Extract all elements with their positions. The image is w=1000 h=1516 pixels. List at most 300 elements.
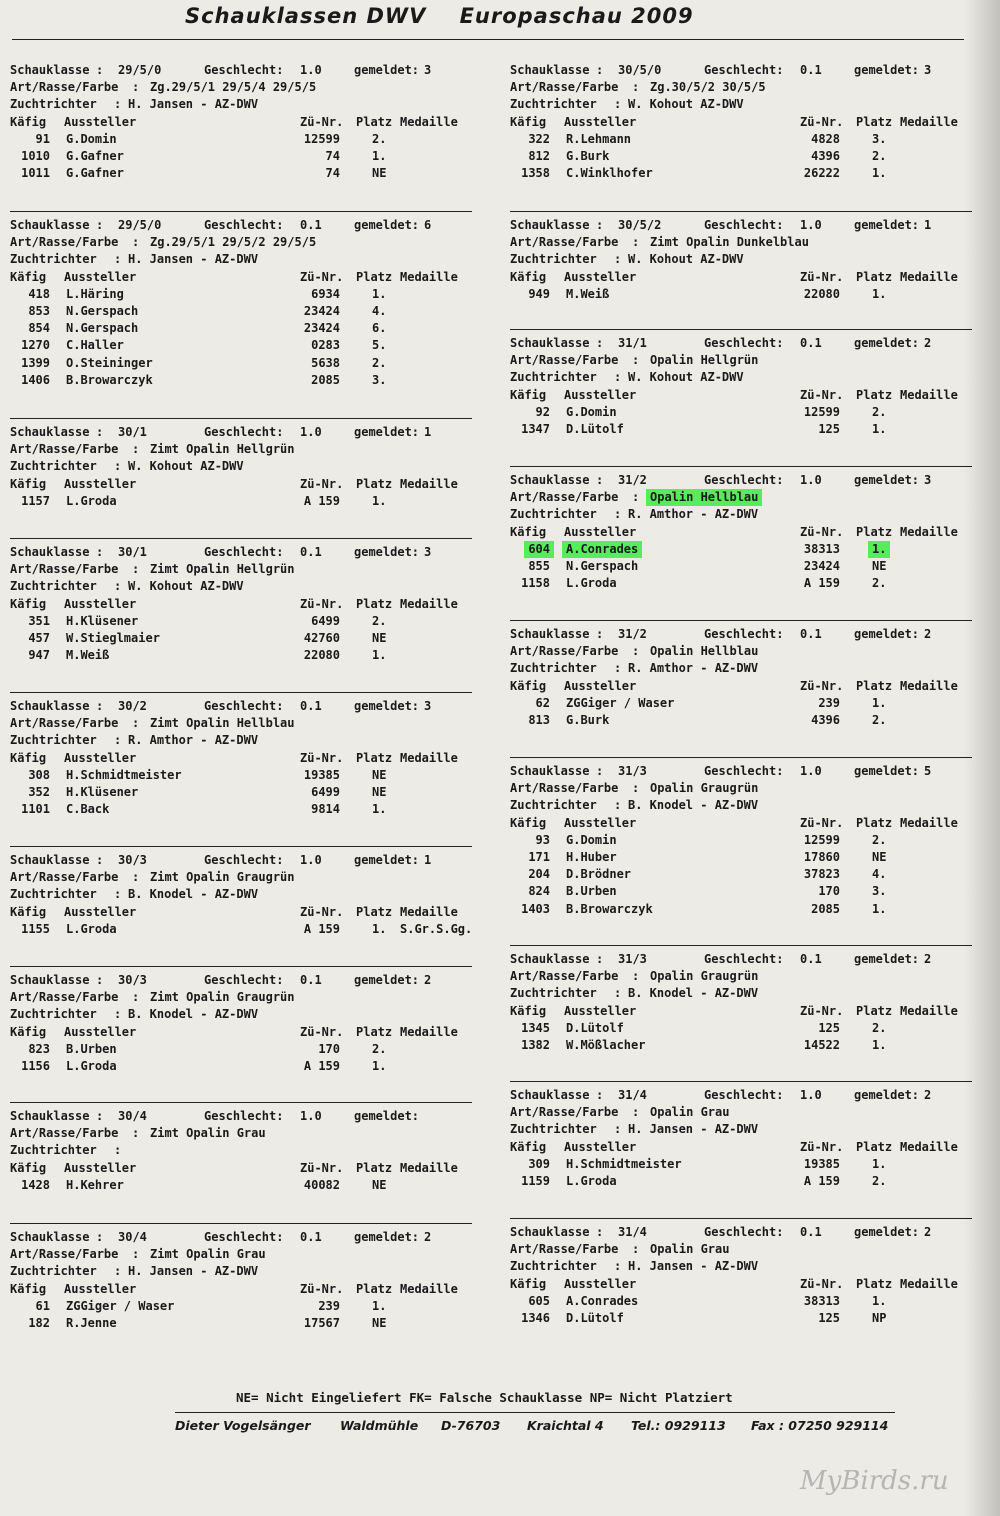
- platz-value: 1.: [372, 802, 387, 817]
- schauklasse-label: Schauklasse: [10, 218, 90, 232]
- aussteller-value: C.Back: [66, 802, 110, 817]
- kaefig-header: Käfig: [510, 1139, 547, 1154]
- art-line: [510, 234, 980, 251]
- kaefig-value: 351: [28, 613, 50, 628]
- aussteller-value: ZGGiger / Waser: [566, 695, 675, 710]
- medaille-header: Medaille: [400, 1281, 458, 1296]
- zuchtrichter-line: [10, 1142, 480, 1159]
- schauklasse-block: [10, 972, 480, 1075]
- aussteller-value: H.Huber: [566, 849, 617, 864]
- kaefig-header: Käfig: [510, 1003, 547, 1018]
- schauklasse-value: 31/2: [618, 627, 647, 641]
- zuchtrichter-line: [10, 886, 480, 903]
- zuenr-value: A 159: [303, 921, 340, 936]
- aussteller-value: R.Jenne: [66, 1315, 117, 1330]
- platz-header: Platz: [356, 269, 393, 284]
- platz-value: NE: [872, 849, 887, 864]
- schauklasse-block: [510, 1224, 980, 1327]
- kaefig-value: 854: [28, 321, 50, 336]
- platz-value: 1.: [372, 1298, 387, 1313]
- zuchtrichter-label: Zuchtrichter: [10, 1007, 97, 1022]
- kaefig-value: 93: [535, 832, 550, 847]
- aussteller-value: L.Groda: [66, 921, 117, 936]
- medaille-value: S.Gr.S.Gg.: [400, 921, 473, 936]
- colon-sep: :: [632, 644, 640, 659]
- zuenr-header: Zü-Nr.: [300, 750, 344, 765]
- kaefig-value: 182: [28, 1315, 50, 1330]
- art-value: Zimt Opalin Hellblau: [150, 716, 295, 731]
- column-header-line: [10, 904, 480, 921]
- gemeldet-value: 1: [424, 425, 432, 439]
- geschlecht-label: Geschlecht:: [704, 336, 784, 350]
- art-line: [510, 968, 980, 985]
- kaefig-header: Käfig: [10, 1024, 47, 1039]
- block-header-line: [510, 951, 980, 968]
- medaille-header: Medaille: [900, 1276, 958, 1291]
- result-row: [10, 1315, 480, 1332]
- header-rule: [12, 39, 964, 40]
- result-row: [510, 849, 980, 866]
- gemeldet-label: gemeldet:: [854, 218, 920, 232]
- aussteller-header: Aussteller: [564, 269, 637, 284]
- block-divider: [510, 620, 972, 621]
- kaefig-value: 853: [28, 303, 50, 318]
- zuenr-value: 239: [818, 695, 840, 710]
- gemeldet-value: 3: [424, 63, 432, 77]
- schauklasse-block: [10, 852, 480, 938]
- kaefig-value: 823: [28, 1041, 50, 1056]
- schauklasse-block: [510, 472, 980, 592]
- page-binding-shadow: [964, 0, 1000, 1516]
- aussteller-header: Aussteller: [64, 269, 137, 284]
- result-row: [510, 1293, 980, 1310]
- result-row: [510, 695, 980, 712]
- zuchtrichter-value: B. Knodel - AZ-DWV: [128, 1007, 259, 1022]
- platz-value: NE: [872, 558, 887, 573]
- aussteller-value: G.Burk: [566, 148, 610, 163]
- schauklasse-value: 30/2: [118, 699, 147, 713]
- schauklasse-value: 31/4: [618, 1225, 647, 1239]
- block-divider: [510, 1218, 972, 1219]
- kaefig-header: Käfig: [510, 815, 547, 830]
- kaefig-value: 1346: [521, 1310, 550, 1325]
- aussteller-value: B.Urben: [66, 1041, 117, 1056]
- gemeldet-label: gemeldet:: [854, 764, 920, 778]
- art-label: Art/Rasse/Farbe: [510, 1105, 619, 1120]
- zuchtrichter-line: [10, 578, 480, 595]
- gemeldet-value: 3: [924, 473, 932, 487]
- colon-sep: :: [614, 1122, 622, 1137]
- kaefig-header: Käfig: [510, 1276, 547, 1291]
- zuenr-value: 6934: [311, 286, 340, 301]
- zuchtrichter-value: W. Kohout AZ-DWV: [128, 459, 244, 474]
- block-header-line: [510, 626, 980, 643]
- platz-value: 2.: [372, 1041, 387, 1056]
- medaille-header: Medaille: [900, 114, 958, 129]
- geschlecht-value: 1.0: [300, 63, 322, 77]
- zuenr-value: 19385: [303, 767, 340, 782]
- result-row: [510, 1310, 980, 1327]
- art-line: [10, 441, 480, 458]
- zuchtrichter-label: Zuchtrichter: [510, 798, 597, 813]
- platz-value: 1.: [872, 901, 887, 916]
- art-label: Art/Rasse/Farbe: [10, 716, 119, 731]
- platz-value: NE: [372, 1177, 387, 1192]
- kaefig-value: 1358: [521, 166, 550, 181]
- platz-value: NE: [372, 784, 387, 799]
- zuchtrichter-label: Zuchtrichter: [10, 733, 97, 748]
- zuchtrichter-line: [510, 1258, 980, 1275]
- art-value: Opalin Grau: [650, 1105, 730, 1120]
- zuchtrichter-value: B. Knodel - AZ-DWV: [628, 798, 759, 813]
- result-row: [510, 165, 980, 182]
- colon-sep: :: [96, 63, 104, 77]
- zuchtrichter-label: Zuchtrichter: [10, 252, 97, 267]
- platz-header: Platz: [856, 114, 893, 129]
- gemeldet-label: gemeldet:: [354, 545, 420, 559]
- aussteller-value: H.Klüsener: [66, 613, 139, 628]
- result-row: [10, 337, 480, 354]
- zuenr-header: Zü-Nr.: [300, 269, 344, 284]
- platz-value: 1.: [868, 541, 890, 558]
- platz-header: Platz: [356, 476, 393, 491]
- gemeldet-value: 1: [924, 218, 932, 232]
- geschlecht-value: 0.1: [300, 218, 322, 232]
- aussteller-value: H.Schmidtmeister: [66, 767, 182, 782]
- schauklasse-value: 30/3: [118, 853, 147, 867]
- block-divider: [10, 966, 472, 967]
- zuenr-value: 19385: [803, 1156, 840, 1171]
- result-row: [510, 575, 980, 592]
- zuenr-value: 26222: [803, 166, 840, 181]
- schauklasse-label: Schauklasse: [510, 473, 590, 487]
- medaille-header: Medaille: [900, 815, 958, 830]
- geschlecht-value: 0.1: [800, 627, 822, 641]
- kaefig-header: Käfig: [510, 387, 547, 402]
- schauklasse-value: 29/5/0: [118, 218, 162, 232]
- aussteller-value: D.Lütolf: [566, 1020, 624, 1035]
- page-title: Schauklassen DWV Europaschau 2009: [185, 4, 694, 28]
- art-line: [10, 715, 480, 732]
- geschlecht-label: Geschlecht:: [204, 63, 284, 77]
- result-row: [510, 1020, 980, 1037]
- art-label: Art/Rasse/Farbe: [510, 644, 619, 659]
- art-line: [10, 561, 480, 578]
- aussteller-value: W.Stieglmaier: [66, 630, 160, 645]
- gemeldet-label: gemeldet:: [854, 336, 920, 350]
- schauklasse-block: [510, 1087, 980, 1190]
- gemeldet-label: gemeldet:: [354, 1109, 420, 1123]
- result-row: [10, 493, 480, 510]
- gemeldet-value: 2: [924, 336, 932, 350]
- kaefig-value: 1345: [521, 1020, 550, 1035]
- zuenr-value: 5638: [311, 355, 340, 370]
- kaefig-value: 352: [28, 784, 50, 799]
- column-header-line: [510, 114, 980, 131]
- art-line: [510, 1104, 980, 1121]
- art-label: Art/Rasse/Farbe: [10, 562, 119, 577]
- geschlecht-label: Geschlecht:: [204, 699, 284, 713]
- aussteller-value: N.Gerspach: [566, 558, 639, 573]
- zuchtrichter-line: [10, 458, 480, 475]
- result-row: [10, 355, 480, 372]
- gemeldet-value: 6: [424, 218, 432, 232]
- block-divider: [510, 757, 972, 758]
- aussteller-value: O.Steininger: [66, 355, 153, 370]
- colon-sep: :: [132, 562, 140, 577]
- platz-value: 2.: [872, 1173, 887, 1188]
- footer-fax: Fax : 07250 929114: [751, 1418, 889, 1433]
- zuenr-header: Zü-Nr.: [300, 476, 344, 491]
- zuchtrichter-value: R. Amthor - AZ-DWV: [128, 733, 259, 748]
- platz-value: 1.: [372, 921, 387, 936]
- art-label: Art/Rasse/Farbe: [10, 442, 119, 457]
- zuchtrichter-line: [510, 985, 980, 1002]
- colon-sep: :: [632, 1105, 640, 1120]
- geschlecht-value: 0.1: [800, 336, 822, 350]
- schauklasse-label: Schauklasse: [510, 218, 590, 232]
- colon-sep: :: [596, 952, 604, 966]
- schauklasse-value: 30/4: [118, 1109, 147, 1123]
- geschlecht-value: 1.0: [800, 218, 822, 232]
- zuenr-value: 125: [818, 1310, 840, 1325]
- geschlecht-value: 1.0: [300, 425, 322, 439]
- zuchtrichter-line: [510, 506, 980, 523]
- gemeldet-value: 2: [924, 952, 932, 966]
- platz-value: 6.: [372, 321, 387, 336]
- footer-name: Dieter Vogelsänger: [175, 1418, 311, 1433]
- result-row: [10, 320, 480, 337]
- gemeldet-label: gemeldet:: [854, 1088, 920, 1102]
- aussteller-header: Aussteller: [64, 476, 137, 491]
- aussteller-value: D.Lütolf: [566, 1310, 624, 1325]
- schauklasse-value: 29/5/0: [118, 63, 162, 77]
- kaefig-value: 1158: [521, 576, 550, 591]
- zuenr-header: Zü-Nr.: [300, 904, 344, 919]
- schauklasse-label: Schauklasse: [10, 425, 90, 439]
- colon-sep: :: [96, 1230, 104, 1244]
- kaefig-value: 418: [28, 286, 50, 301]
- block-header-line: [10, 424, 480, 441]
- column-header-line: [10, 1281, 480, 1298]
- result-row: [10, 801, 480, 818]
- result-row: [510, 883, 980, 900]
- zuenr-header: Zü-Nr.: [800, 678, 844, 693]
- kaefig-value: 1011: [21, 166, 50, 181]
- kaefig-value: 1155: [21, 921, 50, 936]
- result-row: [510, 1173, 980, 1190]
- zuenr-value: 6499: [311, 613, 340, 628]
- aussteller-value: W.Mößlacher: [566, 1037, 646, 1052]
- gemeldet-value: 3: [424, 545, 432, 559]
- aussteller-header: Aussteller: [564, 815, 637, 830]
- colon-sep: :: [632, 969, 640, 984]
- column-header-line: [510, 1139, 980, 1156]
- schauklasse-block: [510, 951, 980, 1054]
- gemeldet-label: gemeldet:: [354, 1230, 420, 1244]
- platz-value: 4.: [872, 867, 887, 882]
- medaille-header: Medaille: [400, 596, 458, 611]
- schauklasse-block: [10, 217, 480, 389]
- gemeldet-value: 3: [424, 699, 432, 713]
- schauklasse-label: Schauklasse: [510, 952, 590, 966]
- art-value: Zg.29/5/1 29/5/2 29/5/5: [150, 235, 317, 250]
- geschlecht-label: Geschlecht:: [204, 218, 284, 232]
- result-row: [510, 541, 980, 558]
- platz-header: Platz: [356, 114, 393, 129]
- geschlecht-value: 1.0: [300, 1109, 322, 1123]
- schauklasse-value: 30/1: [118, 545, 147, 559]
- platz-value: 1.: [872, 421, 887, 436]
- gemeldet-label: gemeldet:: [854, 63, 920, 77]
- aussteller-value: L.Groda: [66, 493, 117, 508]
- geschlecht-label: Geschlecht:: [204, 545, 284, 559]
- block-header-line: [10, 544, 480, 561]
- art-value: Zimt Opalin Graugrün: [150, 870, 295, 885]
- zuenr-value: 17567: [303, 1315, 340, 1330]
- zuenr-value: 4396: [811, 148, 840, 163]
- schauklasse-label: Schauklasse: [10, 973, 90, 987]
- kaefig-value: 1159: [521, 1173, 550, 1188]
- medaille-header: Medaille: [400, 1160, 458, 1175]
- aussteller-header: Aussteller: [64, 1281, 137, 1296]
- kaefig-value: 1156: [21, 1058, 50, 1073]
- colon-sep: :: [114, 97, 122, 112]
- colon-sep: :: [596, 627, 604, 641]
- kaefig-header: Käfig: [10, 904, 47, 919]
- block-header-line: [510, 472, 980, 489]
- platz-value: 1.: [372, 148, 387, 163]
- platz-header: Platz: [356, 596, 393, 611]
- aussteller-value: M.Weiß: [566, 286, 610, 301]
- aussteller-value: L.Häring: [66, 286, 124, 301]
- art-value: Zg.30/5/2 30/5/5: [650, 80, 766, 95]
- kaefig-header: Käfig: [10, 1160, 47, 1175]
- schauklasse-value: 30/5/0: [618, 63, 662, 77]
- zuenr-value: 125: [818, 1020, 840, 1035]
- zuchtrichter-line: [10, 732, 480, 749]
- art-value: Zimt Opalin Hellgrün: [150, 562, 295, 577]
- result-row: [10, 1298, 480, 1315]
- kaefig-value: 91: [35, 131, 50, 146]
- colon-sep: :: [614, 986, 622, 1001]
- geschlecht-value: 1.0: [300, 853, 322, 867]
- kaefig-value: 308: [28, 767, 50, 782]
- aussteller-header: Aussteller: [564, 1139, 637, 1154]
- zuchtrichter-line: [510, 369, 980, 386]
- schauklasse-block: [510, 217, 980, 303]
- platz-value: 1.: [872, 286, 887, 301]
- colon-sep: :: [614, 798, 622, 813]
- zuchtrichter-label: Zuchtrichter: [510, 1259, 597, 1274]
- medaille-header: Medaille: [400, 904, 458, 919]
- geschlecht-label: Geschlecht:: [204, 425, 284, 439]
- column-header-line: [10, 596, 480, 613]
- result-row: [510, 421, 980, 438]
- result-row: [510, 1156, 980, 1173]
- colon-sep: :: [114, 733, 122, 748]
- zuenr-header: Zü-Nr.: [800, 815, 844, 830]
- medaille-header: Medaille: [400, 269, 458, 284]
- kaefig-value: 824: [528, 884, 550, 899]
- colon-sep: :: [596, 218, 604, 232]
- block-divider: [10, 1223, 472, 1224]
- art-label: Art/Rasse/Farbe: [510, 235, 619, 250]
- gemeldet-value: 2: [924, 627, 932, 641]
- aussteller-header: Aussteller: [564, 678, 637, 693]
- zuenr-value: 17860: [803, 849, 840, 864]
- schauklasse-label: Schauklasse: [510, 336, 590, 350]
- zuenr-value: 125: [818, 421, 840, 436]
- medaille-header: Medaille: [900, 678, 958, 693]
- zuenr-value: 23424: [303, 303, 340, 318]
- colon-sep: :: [632, 80, 640, 95]
- art-label: Art/Rasse/Farbe: [510, 353, 619, 368]
- geschlecht-value: 1.0: [800, 473, 822, 487]
- geschlecht-label: Geschlecht:: [204, 853, 284, 867]
- schauklasse-block: [10, 424, 480, 510]
- medaille-header: Medaille: [400, 114, 458, 129]
- aussteller-header: Aussteller: [64, 1160, 137, 1175]
- kaefig-value: 1101: [21, 802, 50, 817]
- gemeldet-label: gemeldet:: [854, 1225, 920, 1239]
- zuenr-header: Zü-Nr.: [800, 114, 844, 129]
- aussteller-value: G.Gafner: [66, 166, 124, 181]
- colon-sep: :: [114, 579, 122, 594]
- colon-sep: :: [132, 716, 140, 731]
- zuenr-value: 2085: [311, 372, 340, 387]
- schauklasse-value: 31/2: [618, 473, 647, 487]
- column-header-line: [510, 815, 980, 832]
- art-label: Art/Rasse/Farbe: [10, 80, 119, 95]
- geschlecht-label: Geschlecht:: [704, 952, 784, 966]
- schauklasse-block: [10, 1108, 480, 1194]
- gemeldet-label: gemeldet:: [354, 973, 420, 987]
- block-divider: [10, 846, 472, 847]
- geschlecht-label: Geschlecht:: [704, 627, 784, 641]
- kaefig-header: Käfig: [510, 269, 547, 284]
- art-label: Art/Rasse/Farbe: [10, 870, 119, 885]
- aussteller-header: Aussteller: [64, 904, 137, 919]
- zuchtrichter-value: W. Kohout AZ-DWV: [128, 579, 244, 594]
- zuenr-header: Zü-Nr.: [800, 269, 844, 284]
- gemeldet-value: 3: [924, 63, 932, 77]
- zuenr-value: 14522: [803, 1037, 840, 1052]
- zuchtrichter-label: Zuchtrichter: [510, 1122, 597, 1137]
- schauklasse-value: 30/1: [118, 425, 147, 439]
- geschlecht-label: Geschlecht:: [204, 1230, 284, 1244]
- result-row: [10, 613, 480, 630]
- platz-value: NE: [372, 166, 387, 181]
- art-line: [10, 1125, 480, 1142]
- zuchtrichter-line: [510, 96, 980, 113]
- column-header-line: [10, 269, 480, 286]
- kaefig-value: 62: [535, 695, 550, 710]
- aussteller-value: L.Groda: [566, 576, 617, 591]
- aussteller-value: B.Browarczyk: [566, 901, 653, 916]
- zuenr-value: 74: [325, 148, 340, 163]
- zuchtrichter-label: Zuchtrichter: [510, 661, 597, 676]
- schauklasse-label: Schauklasse: [10, 1230, 90, 1244]
- art-value: Opalin Hellblau: [650, 644, 759, 659]
- block-divider: [10, 538, 472, 539]
- art-value: Opalin Grau: [650, 1242, 730, 1257]
- colon-sep: :: [114, 887, 122, 902]
- art-line: [10, 79, 480, 96]
- aussteller-value: L.Groda: [66, 1058, 117, 1073]
- colon-sep: :: [614, 97, 622, 112]
- art-line: [10, 234, 480, 251]
